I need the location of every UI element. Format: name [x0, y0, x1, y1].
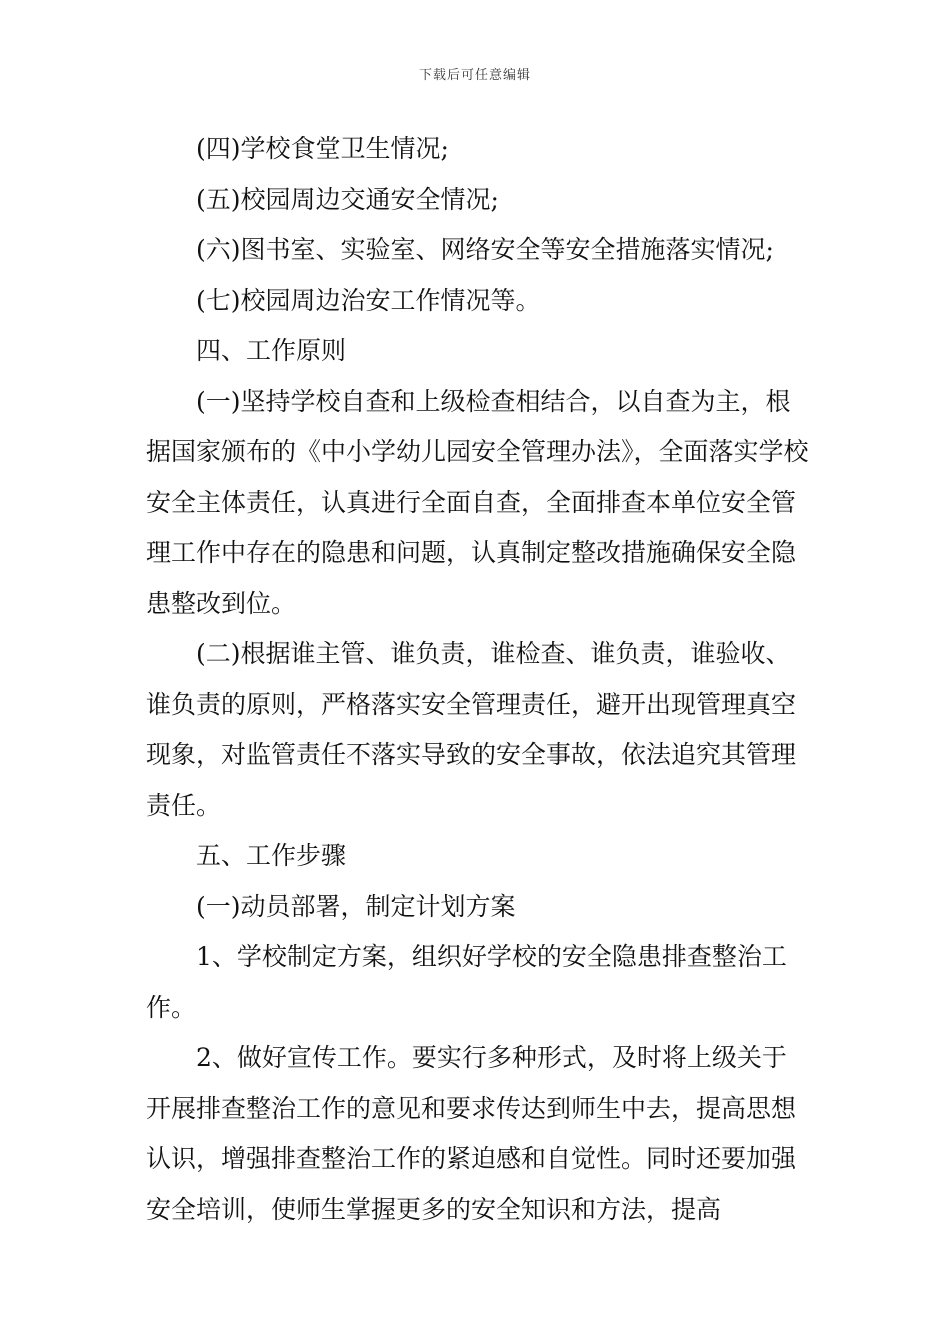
paragraph-item-4: (四)学校食堂卫生情况;	[196, 134, 449, 163]
paragraph-step-heading-1: (一)动员部署，制定计划方案	[196, 891, 516, 921]
paragraph-item-5: (五)校园周边交通安全情况;	[196, 184, 499, 214]
paragraph-item-6: (六)图书室、实验室、网络安全等安全措施落实情况;	[196, 235, 774, 264]
paragraph-step-2: 2、做好宣传工作。要实行多种形式，及时将上级关于开展排查整治工作的意见和要求传达到师生中去，提高思想认识，增强排查整治工作的紧迫感和自觉性。同时还要加强安全培训，使师生掌握更多的安全知识和方法，提高	[146, 1043, 797, 1224]
section-heading-steps: 五、工作步骤	[196, 841, 347, 870]
paragraph-step-1: 1、学校制定方案，组织好学校的安全隐患排查整治工作。	[146, 942, 787, 1022]
section-heading-principles: 四、工作原则	[196, 336, 347, 365]
paragraph-principle-2: (二)根据谁主管、谁负责，谁检查、谁负责，谁验收、谁负责的原则，严格落实安全管理责任，避开出现管理真空现象，对监管责任不落实导致的安全事故，依法追究其管理责任。	[146, 639, 797, 820]
paragraph-item-7: (七)校园周边治安工作情况等。	[196, 285, 541, 315]
document-body	[146, 124, 810, 1235]
paragraph-principle-1: (一)坚持学校自查和上级检查相结合，以自查为主，根据国家颁布的《中小学幼儿园安全管理办法》，全面落实学校安全主体责任，认真进行全面自查，全面排查本单位安全管理工作中存在的隐患和问题，认真制定整改措施确保安全隐患整改到位。	[146, 386, 809, 618]
page-header: 下载后可任意编辑	[418, 68, 531, 83]
